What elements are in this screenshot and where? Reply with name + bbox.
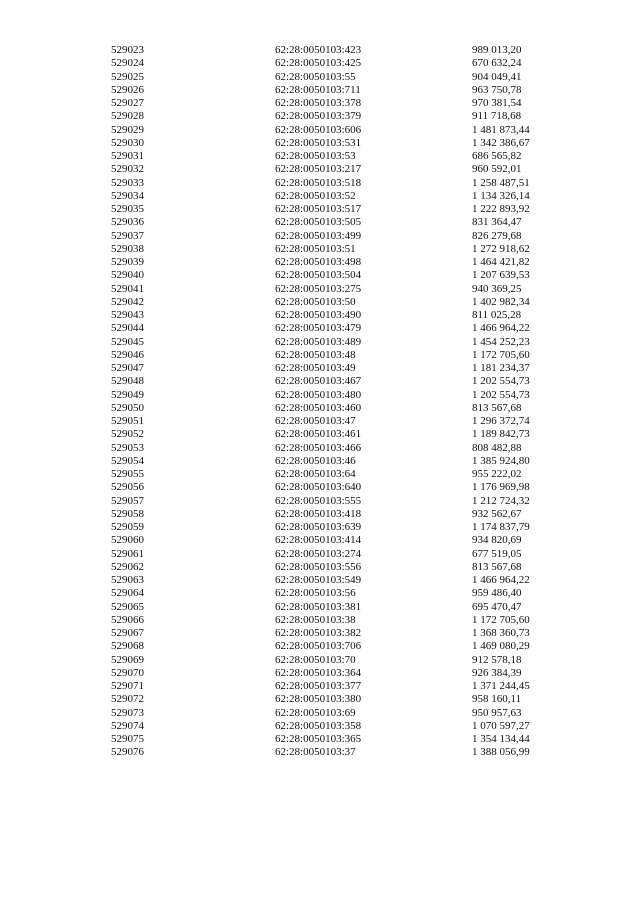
row-id: 529053 [111,441,144,454]
table-row [111,733,571,746]
amount: 808 482,88 [472,441,522,454]
cadastral-number: 62:28:0050103:51 [275,242,356,255]
amount: 813 567,68 [472,401,522,414]
row-id: 529059 [111,521,144,533]
row-id: 529052 [111,428,144,441]
table-row [111,349,571,362]
table-row [111,177,571,190]
row-id: 529045 [111,335,144,348]
row-id: 529070 [111,666,144,679]
row-id: 529029 [111,123,144,136]
table-row [111,614,571,627]
row-id: 529047 [111,362,144,374]
amount: 1 172 705,60 [472,348,530,361]
cadastral-number: 62:28:0050103:53 [275,150,356,162]
cadastral-number: 62:28:0050103:381 [275,600,362,613]
amount: 813 567,68 [472,560,522,573]
amount: 1 174 837,79 [472,521,530,533]
row-id: 529023 [111,44,144,56]
cadastral-number: 62:28:0050103:38 [275,613,356,626]
cadastral-number: 62:28:0050103:365 [275,733,362,745]
table-row [111,283,571,296]
row-id: 529032 [111,163,144,176]
amount: 1 181 234,37 [472,362,530,374]
amount: 1 258 487,51 [472,176,530,189]
row-id: 529049 [111,388,144,401]
table-row [111,309,571,322]
row-id: 529056 [111,481,144,494]
table-row [111,548,571,561]
row-id: 529061 [111,547,144,560]
amount: 1 481 873,44 [472,123,530,136]
cadastral-number: 62:28:0050103:50 [275,295,356,308]
cadastral-number: 62:28:0050103:418 [275,507,362,520]
table-row [111,534,571,547]
cadastral-number: 62:28:0050103:414 [275,534,362,547]
cadastral-number: 62:28:0050103:499 [275,229,362,242]
table-row [111,322,571,335]
cadastral-number: 62:28:0050103:505 [275,216,362,229]
table-row [111,269,571,282]
table-row [111,296,571,309]
cadastral-number: 62:28:0050103:549 [275,574,362,586]
table-row [111,428,571,441]
table-row [111,693,571,706]
amount: 1 388 056,99 [472,746,530,759]
cadastral-number: 62:28:0050103:555 [275,494,362,507]
cadastral-number: 62:28:0050103:217 [275,163,362,176]
table-row [111,336,571,349]
cadastral-number: 62:28:0050103:517 [275,203,362,215]
amount: 958 160,11 [472,693,522,706]
table-row [111,707,571,720]
cadastral-number: 62:28:0050103:531 [275,136,362,149]
table-row [111,203,571,216]
amount: 811 025,28 [472,309,522,321]
table-row [111,640,571,653]
row-id: 529042 [111,295,144,308]
cadastral-number: 62:28:0050103:480 [275,388,362,401]
table-row [111,190,571,203]
cadastral-number: 62:28:0050103:64 [275,468,356,480]
row-id: 529039 [111,256,144,268]
table-row [111,150,571,163]
row-id: 529057 [111,494,144,507]
cadastral-number: 62:28:0050103:556 [275,560,362,573]
cadastral-number: 62:28:0050103:274 [275,547,362,560]
table-row [111,71,571,84]
table-row [111,667,571,680]
cadastral-number: 62:28:0050103:380 [275,693,362,706]
amount: 1 454 252,23 [472,335,530,348]
row-id: 529033 [111,176,144,189]
row-id: 529069 [111,653,144,666]
cadastral-number: 62:28:0050103:489 [275,335,362,348]
cadastral-number: 62:28:0050103:47 [275,415,356,427]
cadastral-number: 62:28:0050103:52 [275,189,356,202]
cadastral-number: 62:28:0050103:640 [275,481,362,494]
table-row [111,481,571,494]
amount: 904 049,41 [472,70,522,83]
table-row [111,362,571,375]
row-id: 529027 [111,97,144,109]
amount: 1 202 554,73 [472,388,530,401]
amount: 670 632,24 [472,57,522,70]
table-row [111,455,571,468]
cadastral-number: 62:28:0050103:358 [275,719,362,732]
table-row [111,442,571,455]
table-row [111,508,571,521]
table-row [111,495,571,508]
row-id: 529024 [111,57,144,70]
row-id: 529066 [111,613,144,626]
amount: 926 384,39 [472,666,522,679]
row-id: 529046 [111,348,144,361]
data-table [111,44,571,760]
row-id: 529062 [111,560,144,573]
row-id: 529025 [111,70,144,83]
table-row [111,137,571,150]
amount: 950 957,63 [472,706,522,719]
cadastral-number: 62:28:0050103:711 [275,83,361,96]
cadastral-number: 62:28:0050103:479 [275,322,362,335]
amount: 934 820,69 [472,534,522,547]
table-row [111,256,571,269]
amount: 1 272 918,62 [472,242,530,255]
cadastral-number: 62:28:0050103:37 [275,746,356,759]
row-id: 529058 [111,507,144,520]
row-id: 529054 [111,454,144,467]
row-id: 529030 [111,136,144,149]
amount: 1 466 964,22 [472,574,530,586]
row-id: 529063 [111,574,144,586]
cadastral-number: 62:28:0050103:56 [275,587,356,600]
amount: 960 592,01 [472,163,522,176]
cadastral-number: 62:28:0050103:518 [275,176,362,189]
row-id: 529065 [111,600,144,613]
cadastral-number: 62:28:0050103:378 [275,97,362,109]
amount: 1 354 134,44 [472,733,530,745]
amount: 1 207 639,53 [472,269,530,282]
amount: 1 368 360,73 [472,627,530,639]
table-row [111,124,571,137]
amount: 1 222 893,92 [472,203,530,215]
row-id: 529050 [111,401,144,414]
table-row [111,601,571,614]
row-id: 529038 [111,242,144,255]
row-id: 529048 [111,375,144,388]
cadastral-number: 62:28:0050103:382 [275,627,362,639]
amount: 1 385 924,80 [472,454,530,467]
cadastral-number: 62:28:0050103:423 [275,44,362,56]
row-id: 529034 [111,189,144,202]
amount: 911 718,68 [472,110,522,123]
amount: 1 469 080,29 [472,640,530,653]
cadastral-number: 62:28:0050103:48 [275,348,356,361]
row-id: 529067 [111,627,144,639]
amount: 1 172 705,60 [472,613,530,626]
row-id: 529068 [111,640,144,653]
amount: 1 212 724,32 [472,494,530,507]
row-id: 529026 [111,83,144,96]
amount: 1 342 386,67 [472,136,530,149]
cadastral-number: 62:28:0050103:70 [275,653,356,666]
amount: 1 371 244,45 [472,680,530,692]
amount: 677 519,05 [472,547,522,560]
cadastral-number: 62:28:0050103:498 [275,256,362,268]
row-id: 529072 [111,693,144,706]
amount: 1 296 372,74 [472,415,530,427]
amount: 955 222,02 [472,468,522,480]
table-row [111,97,571,110]
row-id: 529060 [111,534,144,547]
table-row [111,110,571,123]
amount: 1 176 969,98 [472,481,530,494]
table-row [111,375,571,388]
row-id: 529075 [111,733,144,745]
table-row [111,415,571,428]
cadastral-number: 62:28:0050103:706 [275,640,362,653]
table-row [111,243,571,256]
row-id: 529071 [111,680,144,692]
amount: 959 486,40 [472,587,522,600]
amount: 1 466 964,22 [472,322,530,335]
amount: 1 464 421,82 [472,256,530,268]
table-row [111,561,571,574]
table-row [111,521,571,534]
row-id: 529031 [111,150,144,162]
table-row [111,230,571,243]
cadastral-number: 62:28:0050103:377 [275,680,362,692]
row-id: 529044 [111,322,144,335]
row-id: 529076 [111,746,144,759]
amount: 826 279,68 [472,229,522,242]
cadastral-number: 62:28:0050103:639 [275,521,362,533]
table-row [111,44,571,57]
table-row [111,680,571,693]
cadastral-number: 62:28:0050103:275 [275,282,362,295]
amount: 940 369,25 [472,282,522,295]
row-id: 529028 [111,110,144,123]
row-id: 529041 [111,282,144,295]
table-row [111,627,571,640]
cadastral-number: 62:28:0050103:49 [275,362,356,374]
amount: 932 562,67 [472,507,522,520]
table-row [111,216,571,229]
table-row [111,163,571,176]
amount: 963 750,78 [472,83,522,96]
row-id: 529051 [111,415,144,427]
row-id: 529073 [111,706,144,719]
row-id: 529037 [111,229,144,242]
cadastral-number: 62:28:0050103:504 [275,269,362,282]
cadastral-number: 62:28:0050103:425 [275,57,362,70]
cadastral-number: 62:28:0050103:55 [275,70,356,83]
row-id: 529043 [111,309,144,321]
amount: 686 565,82 [472,150,522,162]
table-row [111,654,571,667]
amount: 1 134 326,14 [472,189,530,202]
amount: 695 470,47 [472,600,522,613]
cadastral-number: 62:28:0050103:606 [275,123,362,136]
amount: 1 189 842,73 [472,428,530,441]
row-id: 529036 [111,216,144,229]
table-row [111,84,571,97]
table-row [111,720,571,733]
amount: 1 070 597,27 [472,719,530,732]
cadastral-number: 62:28:0050103:364 [275,666,362,679]
table-row [111,574,571,587]
table-row [111,57,571,70]
table-row [111,587,571,600]
table-row [111,746,571,759]
row-id: 529074 [111,719,144,732]
amount: 912 578,18 [472,653,522,666]
amount: 989 013,20 [472,44,522,56]
amount: 1 202 554,73 [472,375,530,388]
amount: 970 381,54 [472,97,522,109]
amount: 1 402 982,34 [472,295,530,308]
cadastral-number: 62:28:0050103:467 [275,375,362,388]
row-id: 529035 [111,203,144,215]
row-id: 529064 [111,587,144,600]
cadastral-number: 62:28:0050103:46 [275,454,356,467]
cadastral-number: 62:28:0050103:461 [275,428,362,441]
row-id: 529055 [111,468,144,480]
cadastral-number: 62:28:0050103:490 [275,309,362,321]
cadastral-number: 62:28:0050103:460 [275,401,362,414]
table-row [111,389,571,402]
row-id: 529040 [111,269,144,282]
table-row [111,402,571,415]
table-row [111,468,571,481]
cadastral-number: 62:28:0050103:69 [275,706,356,719]
amount: 831 364,47 [472,216,522,229]
cadastral-number: 62:28:0050103:379 [275,110,362,123]
cadastral-number: 62:28:0050103:466 [275,441,362,454]
